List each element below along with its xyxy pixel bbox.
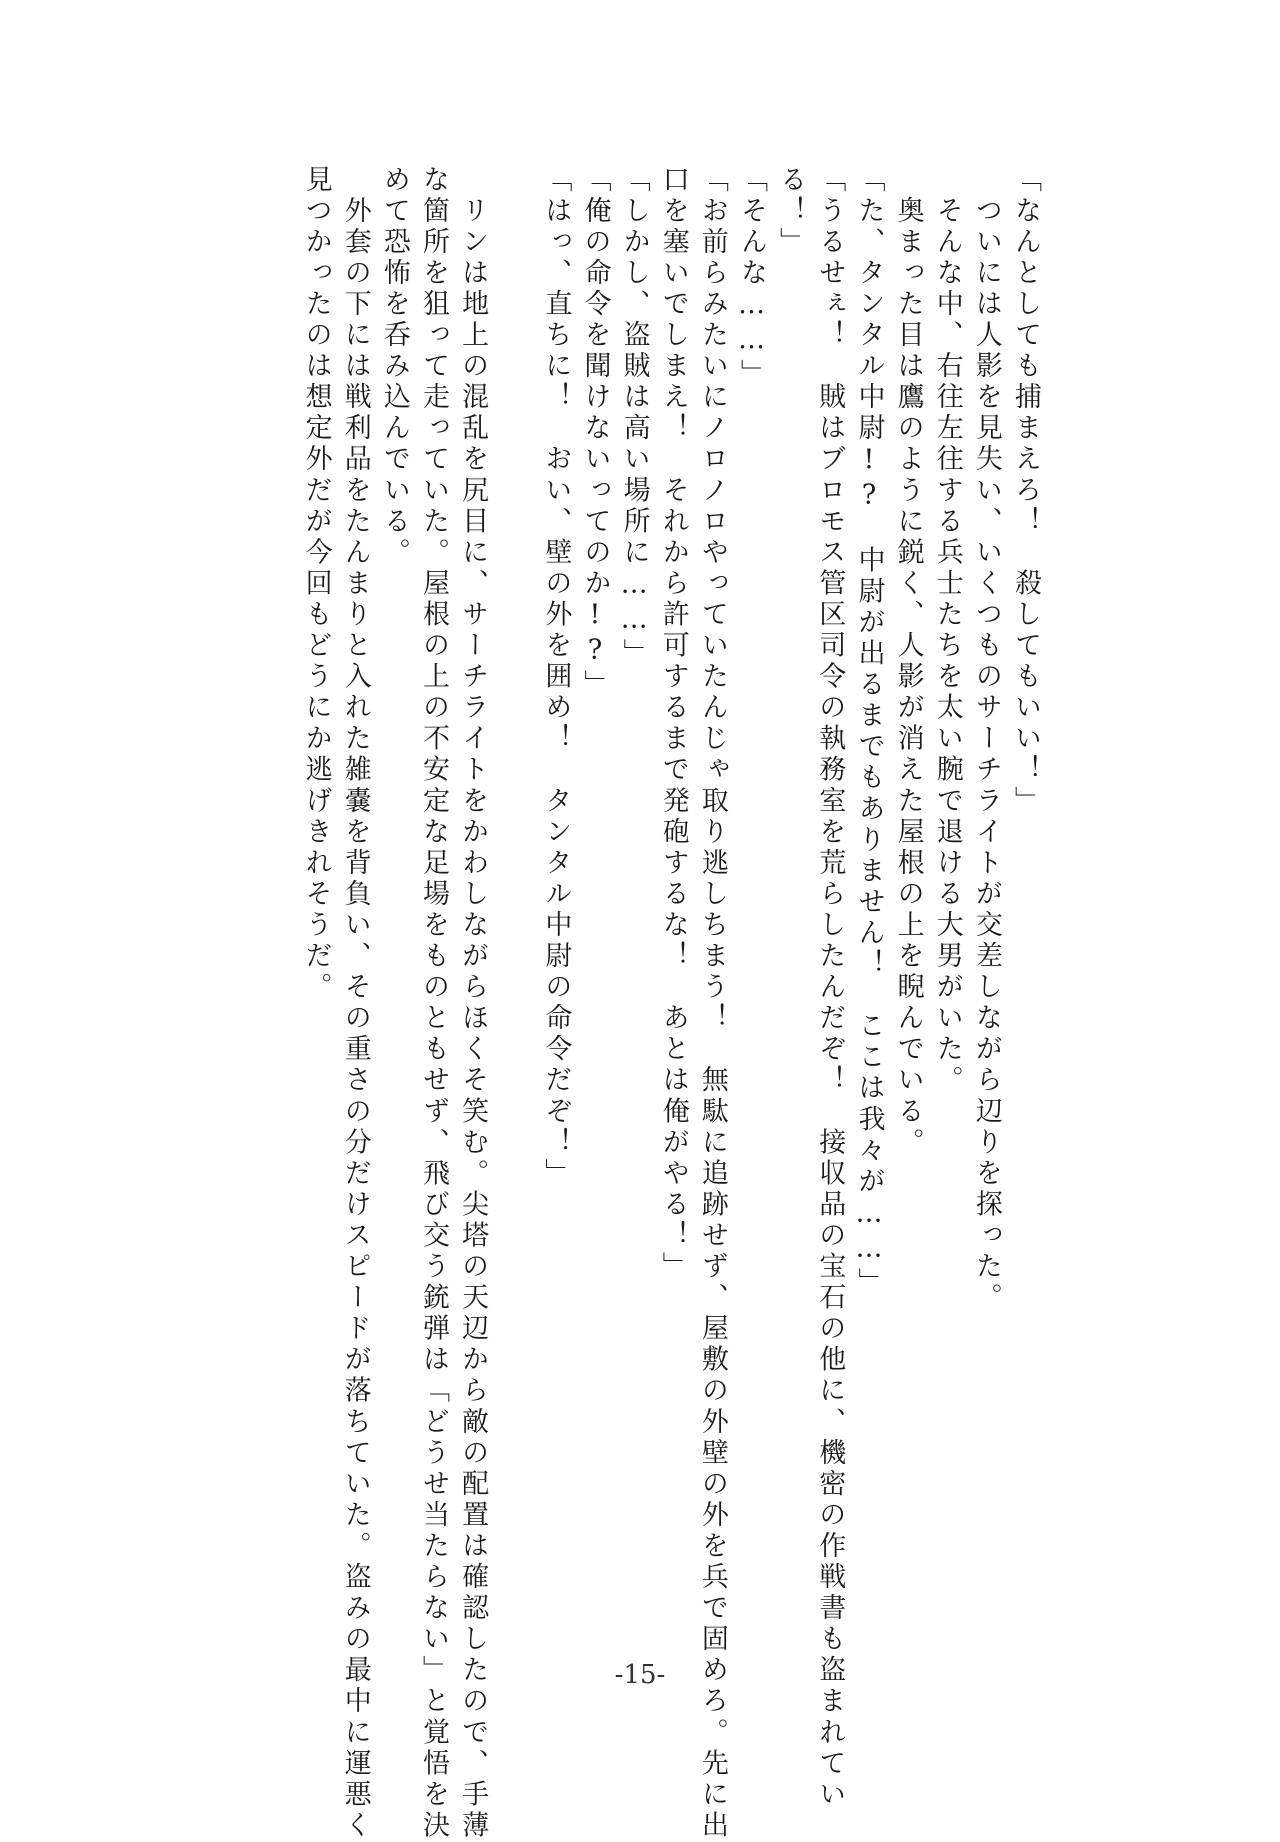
text-line: 「はっ、直ちに！ おい、壁の外を囲め！ タンタル中尉の命令だぞ！」 bbox=[540, 165, 572, 1190]
text-line: 口を塞いでしまえ！ それから許可するまで発砲するな！ あとは俺がやる！」 bbox=[657, 165, 689, 1283]
text-line: 「た、タンタル中尉!? 中尉が出るまでもありません！ ここは我々が……」 bbox=[853, 165, 885, 1299]
text-line: 奥まった目は鷹のように鋭く、人影が消えた屋根の上を睨んでいる。 bbox=[892, 165, 924, 1159]
text-line: ついには人影を見失い、いくつものサーチライトが交差しながら辺りを探った。 bbox=[970, 165, 1002, 1314]
text-line: 見つかったのは想定外だが今回もどうにか逃げきれそうだ。 bbox=[300, 165, 332, 1004]
page-number: -15- bbox=[614, 1660, 666, 1690]
text-line: めて恐怖を呑み込んでいる。 bbox=[378, 165, 410, 569]
section-gap bbox=[492, 165, 536, 1665]
text-line: リンは地上の混乱を尻目に、サーチライトをかわしながらほくそ笑む。尖塔の天辺から敵の配置は確認したので、手薄 bbox=[457, 165, 489, 1842]
text-line: な箇所を狙って走っていた。屋根の上の不安定な足場をものともせず、飛び交う銃弾は「どうせ当たらない」と覚悟を決 bbox=[418, 165, 450, 1842]
text-line: る！」 bbox=[775, 165, 807, 259]
text-line: 「そんな……」 bbox=[736, 165, 768, 391]
text-line: 外套の下には戦利品をたんまりと入れた雑嚢を背負い、その重さの分だけスピードが落ちていた。盗みの最中に運悪く bbox=[339, 165, 371, 1842]
text-line: 「なんとしても捕まえろ！ 殺してもいい！」 bbox=[1010, 165, 1041, 818]
text-line: 「しかし、盗賊は高い場所に……」 bbox=[618, 165, 650, 670]
text-line: 「うるせぇ！ 賊はブロモス管区司令の執務室を荒らしたんだぞ！ 接収品の宝石の他に、機密の作戦書も盗まれてい bbox=[814, 165, 846, 1811]
text-line: 「俺の命令を聞けないってのか!?」 bbox=[579, 165, 611, 701]
text-line: そんな中、右往左往する兵士たちを太い腕で退ける大男がいた。 bbox=[931, 165, 963, 1097]
text-line: 「お前らみたいにノロノロやっていたんじゃ取り逃しちまう！ 無駄に追跡せず、屋敷の外壁の外を兵で固めろ。先に出 bbox=[696, 165, 728, 1842]
